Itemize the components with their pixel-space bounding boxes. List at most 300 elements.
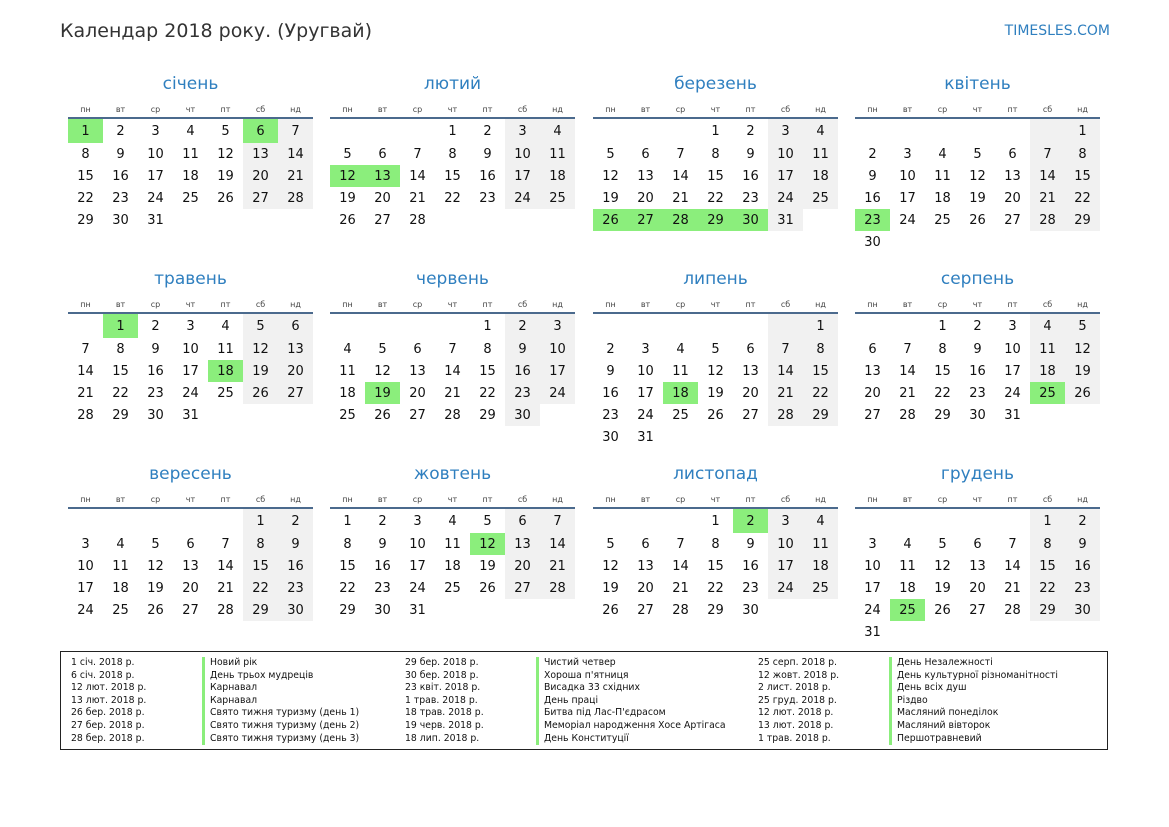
holiday-name: Масляний вівторок <box>889 720 990 733</box>
day-cell: 11 <box>540 143 575 165</box>
month-10 <box>330 462 575 621</box>
weekday-header: сб <box>505 296 540 313</box>
weekday-header: сб <box>1030 296 1065 313</box>
empty-cell <box>960 621 995 643</box>
day-cell: 8 <box>483 341 492 357</box>
day-cell: 24 <box>540 382 575 404</box>
day-cell: 11 <box>444 536 461 552</box>
month-4 <box>855 72 1100 253</box>
day-cell: 6 <box>505 508 540 533</box>
day-cell: 28 <box>217 602 234 618</box>
empty-cell <box>698 313 733 338</box>
weekday-header: нд <box>803 491 838 508</box>
day-cell: 21 <box>768 382 803 404</box>
holiday-row <box>71 670 401 683</box>
day-cell: 6 <box>413 341 422 357</box>
day-cell: 8 <box>803 338 838 360</box>
day-cell: 23 <box>1065 577 1100 599</box>
day-cell: 31 <box>182 407 199 423</box>
day-cell: 18 <box>663 382 698 404</box>
month-grid <box>593 296 838 448</box>
day-cell: 8 <box>81 146 90 162</box>
weekday-header: ср <box>138 101 173 118</box>
day-cell: 14 <box>278 143 313 165</box>
empty-cell <box>628 313 663 338</box>
empty-cell <box>768 426 803 448</box>
day-cell: 27 <box>278 382 313 404</box>
day-cell: 4 <box>803 508 838 533</box>
weekday-header: ср <box>925 491 960 508</box>
day-cell: 25 <box>217 385 234 401</box>
day-cell: 8 <box>711 536 720 552</box>
day-cell: 16 <box>1065 555 1100 577</box>
holiday-row <box>405 682 735 695</box>
weekday-header: чт <box>960 491 995 508</box>
empty-cell <box>803 209 838 231</box>
holiday-name: Свято тижня туризму (день 2) <box>202 720 359 733</box>
day-cell: 11 <box>803 533 838 555</box>
day-cell: 3 <box>151 123 160 139</box>
day-cell: 5 <box>711 341 720 357</box>
weekday-header: сб <box>1030 491 1065 508</box>
holiday-name: Різдво <box>889 695 928 708</box>
holiday-name: Першотравневий <box>889 733 982 746</box>
empty-cell <box>890 313 925 338</box>
empty-cell <box>435 599 470 621</box>
day-cell: 23 <box>147 385 164 401</box>
day-cell: 11 <box>339 363 356 379</box>
day-cell: 2 <box>973 318 982 334</box>
day-cell: 15 <box>803 360 838 382</box>
weekday-header: вт <box>365 101 400 118</box>
day-cell: 1 <box>483 318 492 334</box>
day-cell: 19 <box>217 168 234 184</box>
empty-cell <box>855 313 890 338</box>
empty-cell <box>400 118 435 143</box>
empty-cell <box>925 621 960 643</box>
weekday-header: сб <box>243 296 278 313</box>
weekday-header: ср <box>400 101 435 118</box>
empty-cell <box>1030 404 1065 426</box>
day-cell: 12 <box>243 338 278 360</box>
day-cell: 7 <box>676 536 685 552</box>
day-cell: 20 <box>243 165 278 187</box>
day-cell: 28 <box>77 407 94 423</box>
weekday-header: нд <box>540 296 575 313</box>
day-cell: 22 <box>112 385 129 401</box>
day-cell: 26 <box>969 212 986 228</box>
weekday-header: ср <box>925 101 960 118</box>
day-cell: 7 <box>903 341 912 357</box>
day-cell: 26 <box>1065 382 1100 404</box>
day-cell: 13 <box>637 168 654 184</box>
day-cell: 21 <box>278 165 313 187</box>
day-cell: 13 <box>243 143 278 165</box>
day-cell: 28 <box>899 407 916 423</box>
day-cell: 16 <box>742 558 759 574</box>
weekday-header: сб <box>243 101 278 118</box>
day-cell: 26 <box>479 580 496 596</box>
holiday-name: Карнавал <box>202 695 257 708</box>
day-cell: 5 <box>221 123 230 139</box>
day-cell: 18 <box>540 165 575 187</box>
day-cell: 3 <box>540 313 575 338</box>
empty-cell <box>995 231 1030 253</box>
day-cell: 23 <box>278 577 313 599</box>
empty-cell <box>925 508 960 533</box>
day-cell: 22 <box>77 190 94 206</box>
weekday-header: пн <box>593 296 628 313</box>
day-cell: 9 <box>746 536 755 552</box>
weekday-header: пн <box>330 296 365 313</box>
day-cell: 26 <box>593 209 628 231</box>
day-cell: 27 <box>1004 212 1021 228</box>
holiday-row <box>758 657 1088 670</box>
day-cell: 4 <box>1030 313 1065 338</box>
day-cell: 17 <box>540 360 575 382</box>
day-cell: 13 <box>637 558 654 574</box>
weekday-header: чт <box>698 296 733 313</box>
day-cell: 5 <box>1065 313 1100 338</box>
holiday-date: 18 лип. 2018 р. <box>405 732 480 744</box>
day-cell: 21 <box>672 580 689 596</box>
day-cell: 6 <box>641 146 650 162</box>
day-cell: 3 <box>768 118 803 143</box>
day-cell: 11 <box>899 558 916 574</box>
day-cell: 23 <box>742 190 759 206</box>
day-cell: 13 <box>278 338 313 360</box>
month-2 <box>330 72 575 231</box>
empty-cell <box>243 404 278 426</box>
empty-cell <box>960 508 995 533</box>
empty-cell <box>855 118 890 143</box>
day-cell: 30 <box>374 602 391 618</box>
empty-cell <box>960 118 995 143</box>
day-cell: 15 <box>339 558 356 574</box>
day-cell: 22 <box>803 382 838 404</box>
day-cell: 28 <box>768 404 803 426</box>
day-cell: 3 <box>81 536 90 552</box>
month-grid <box>855 296 1100 426</box>
day-cell: 12 <box>1065 338 1100 360</box>
holiday-date: 12 жовт. 2018 р. <box>758 669 840 681</box>
holiday-name: День праці <box>536 695 598 708</box>
day-cell: 10 <box>182 341 199 357</box>
day-cell: 15 <box>77 168 94 184</box>
day-cell: 25 <box>803 187 838 209</box>
day-cell: 1 <box>343 513 352 529</box>
day-cell: 26 <box>602 602 619 618</box>
holiday-name: День Конституції <box>536 733 629 746</box>
empty-cell <box>698 426 733 448</box>
weekday-header: нд <box>278 296 313 313</box>
month-name: березень <box>674 74 757 94</box>
empty-cell <box>593 313 628 338</box>
day-cell: 20 <box>182 580 199 596</box>
weekday-header: вт <box>103 296 138 313</box>
day-cell: 9 <box>868 168 877 184</box>
day-cell: 8 <box>448 146 457 162</box>
day-cell: 9 <box>483 146 492 162</box>
day-cell: 21 <box>444 385 461 401</box>
empty-cell <box>803 599 838 621</box>
day-cell: 9 <box>505 338 540 360</box>
weekday-header: ср <box>663 296 698 313</box>
day-cell: 24 <box>899 212 916 228</box>
day-cell: 18 <box>1030 360 1065 382</box>
empty-cell <box>435 313 470 338</box>
day-cell: 19 <box>339 190 356 206</box>
empty-cell <box>138 508 173 533</box>
day-cell: 4 <box>343 341 352 357</box>
day-cell: 25 <box>1030 382 1065 404</box>
month-name: вересень <box>149 464 232 484</box>
weekday-header: вт <box>890 491 925 508</box>
day-cell: 17 <box>409 558 426 574</box>
day-cell: 20 <box>1004 190 1021 206</box>
day-cell: 29 <box>707 602 724 618</box>
month-grid <box>330 101 575 231</box>
empty-cell <box>208 209 243 231</box>
empty-cell <box>768 313 803 338</box>
weekday-header: нд <box>803 296 838 313</box>
day-cell: 12 <box>934 558 951 574</box>
holiday-row <box>405 657 735 670</box>
day-cell: 31 <box>1004 407 1021 423</box>
day-cell: 3 <box>413 513 422 529</box>
weekday-header: нд <box>1065 101 1100 118</box>
weekday-header: вт <box>103 491 138 508</box>
day-cell: 2 <box>483 123 492 139</box>
weekday-header: нд <box>540 491 575 508</box>
empty-cell <box>540 209 575 231</box>
day-cell: 21 <box>899 385 916 401</box>
day-cell: 16 <box>374 558 391 574</box>
day-cell: 31 <box>637 429 654 445</box>
day-cell: 27 <box>742 407 759 423</box>
day-cell: 13 <box>505 533 540 555</box>
day-cell: 19 <box>479 558 496 574</box>
month-name: лютий <box>423 74 482 94</box>
holiday-date: 1 трав. 2018 р. <box>405 694 478 706</box>
holiday-row <box>758 695 1088 708</box>
day-cell: 3 <box>186 318 195 334</box>
holiday-row <box>405 733 735 746</box>
day-cell: 13 <box>969 558 986 574</box>
month-7 <box>593 267 838 448</box>
day-cell: 1 <box>448 123 457 139</box>
day-cell: 17 <box>768 555 803 577</box>
day-cell: 28 <box>1030 209 1065 231</box>
month-grid <box>593 491 838 621</box>
holiday-name: Масляний понеділок <box>889 707 998 720</box>
day-cell: 18 <box>112 580 129 596</box>
day-cell: 30 <box>147 407 164 423</box>
day-cell: 4 <box>676 341 685 357</box>
holiday-row <box>71 657 401 670</box>
empty-cell <box>890 508 925 533</box>
day-cell: 6 <box>641 536 650 552</box>
day-cell: 10 <box>540 338 575 360</box>
empty-cell <box>663 313 698 338</box>
empty-cell <box>400 313 435 338</box>
weekday-header: нд <box>278 101 313 118</box>
month-name: листопад <box>673 464 758 484</box>
day-cell: 10 <box>505 143 540 165</box>
day-cell: 25 <box>934 212 951 228</box>
day-cell: 11 <box>672 363 689 379</box>
weekday-header: пт <box>470 491 505 508</box>
weekday-header: пн <box>593 101 628 118</box>
day-cell: 16 <box>112 168 129 184</box>
day-cell: 2 <box>116 123 125 139</box>
day-cell: 10 <box>768 533 803 555</box>
day-cell: 10 <box>637 363 654 379</box>
day-cell: 27 <box>505 577 540 599</box>
day-cell: 6 <box>278 313 313 338</box>
day-cell: 30 <box>864 234 881 250</box>
day-cell: 17 <box>147 168 164 184</box>
empty-cell <box>628 508 663 533</box>
day-cell: 12 <box>470 533 505 555</box>
day-cell: 10 <box>147 146 164 162</box>
day-cell: 21 <box>1004 580 1021 596</box>
day-cell: 8 <box>243 533 278 555</box>
holiday-date: 25 серп. 2018 р. <box>758 657 837 668</box>
day-cell: 16 <box>147 363 164 379</box>
day-cell: 5 <box>606 146 615 162</box>
empty-cell <box>593 118 628 143</box>
empty-cell <box>663 508 698 533</box>
day-cell: 4 <box>938 146 947 162</box>
day-cell: 11 <box>934 168 951 184</box>
weekday-header: пт <box>470 296 505 313</box>
day-cell: 6 <box>186 536 195 552</box>
weekday-header: вт <box>628 491 663 508</box>
month-1 <box>68 72 313 231</box>
day-cell: 23 <box>374 580 391 596</box>
empty-cell <box>208 404 243 426</box>
day-cell: 14 <box>409 168 426 184</box>
empty-cell <box>995 118 1030 143</box>
day-cell: 4 <box>448 513 457 529</box>
weekday-header: пн <box>330 101 365 118</box>
holiday-name: Карнавал <box>202 682 257 695</box>
day-cell: 25 <box>540 187 575 209</box>
empty-cell <box>663 426 698 448</box>
day-cell: 18 <box>182 168 199 184</box>
day-cell: 16 <box>278 555 313 577</box>
empty-cell <box>733 426 768 448</box>
holiday-name: День трьох мудреців <box>202 670 313 683</box>
weekday-header: нд <box>1065 491 1100 508</box>
month-name: червень <box>416 269 489 289</box>
day-cell: 24 <box>147 190 164 206</box>
weekday-header: пт <box>995 296 1030 313</box>
day-cell: 23 <box>505 382 540 404</box>
day-cell: 26 <box>243 382 278 404</box>
day-cell: 21 <box>77 385 94 401</box>
day-cell: 21 <box>217 580 234 596</box>
weekday-header: нд <box>540 101 575 118</box>
day-cell: 29 <box>934 407 951 423</box>
day-cell: 1 <box>243 508 278 533</box>
day-cell: 29 <box>77 212 94 228</box>
day-cell: 8 <box>1065 143 1100 165</box>
empty-cell <box>505 599 540 621</box>
day-cell: 3 <box>641 341 650 357</box>
empty-cell <box>890 118 925 143</box>
weekday-header: вт <box>628 296 663 313</box>
weekday-header: сб <box>768 491 803 508</box>
site-link[interactable]: TIMESLES.COM <box>1004 23 1110 39</box>
day-cell: 8 <box>116 341 125 357</box>
day-cell: 23 <box>112 190 129 206</box>
day-cell: 18 <box>899 580 916 596</box>
empty-cell <box>68 508 103 533</box>
day-cell: 5 <box>151 536 160 552</box>
day-cell: 28 <box>278 187 313 209</box>
holiday-row <box>405 720 735 733</box>
day-cell: 24 <box>409 580 426 596</box>
day-cell: 10 <box>899 168 916 184</box>
day-cell: 29 <box>243 599 278 621</box>
weekday-header: пт <box>995 491 1030 508</box>
day-cell: 28 <box>663 209 698 231</box>
holiday-row <box>758 682 1088 695</box>
month-grid <box>593 101 838 231</box>
holiday-row <box>405 707 735 720</box>
day-cell: 30 <box>969 407 986 423</box>
empty-cell <box>890 621 925 643</box>
day-cell: 31 <box>147 212 164 228</box>
day-cell: 6 <box>746 341 755 357</box>
empty-cell <box>995 621 1030 643</box>
day-cell: 24 <box>77 602 94 618</box>
weekday-header: пт <box>208 101 243 118</box>
day-cell: 4 <box>116 536 125 552</box>
day-cell: 22 <box>339 580 356 596</box>
day-cell: 29 <box>698 209 733 231</box>
holiday-row <box>758 707 1088 720</box>
day-cell: 16 <box>505 360 540 382</box>
day-cell: 20 <box>637 190 654 206</box>
day-cell: 5 <box>378 341 387 357</box>
empty-cell <box>505 209 540 231</box>
holiday-name: Битва під Лас-П'єдрасом <box>536 707 666 720</box>
day-cell: 23 <box>479 190 496 206</box>
day-cell: 14 <box>444 363 461 379</box>
empty-cell <box>855 508 890 533</box>
day-cell: 20 <box>278 360 313 382</box>
day-cell: 22 <box>934 385 951 401</box>
day-cell: 5 <box>606 536 615 552</box>
day-cell: 24 <box>505 187 540 209</box>
day-cell: 22 <box>1065 187 1100 209</box>
empty-cell <box>1065 621 1100 643</box>
month-name: грудень <box>940 464 1015 484</box>
day-cell: 19 <box>147 580 164 596</box>
empty-cell <box>470 209 505 231</box>
day-cell: 1 <box>1030 508 1065 533</box>
month-9 <box>68 462 313 621</box>
holiday-name: Меморіал народження Хосе Артігаса <box>536 720 726 733</box>
day-cell: 28 <box>444 407 461 423</box>
holiday-row <box>405 695 735 708</box>
month-12 <box>855 462 1100 643</box>
month-8 <box>855 267 1100 426</box>
empty-cell <box>890 231 925 253</box>
